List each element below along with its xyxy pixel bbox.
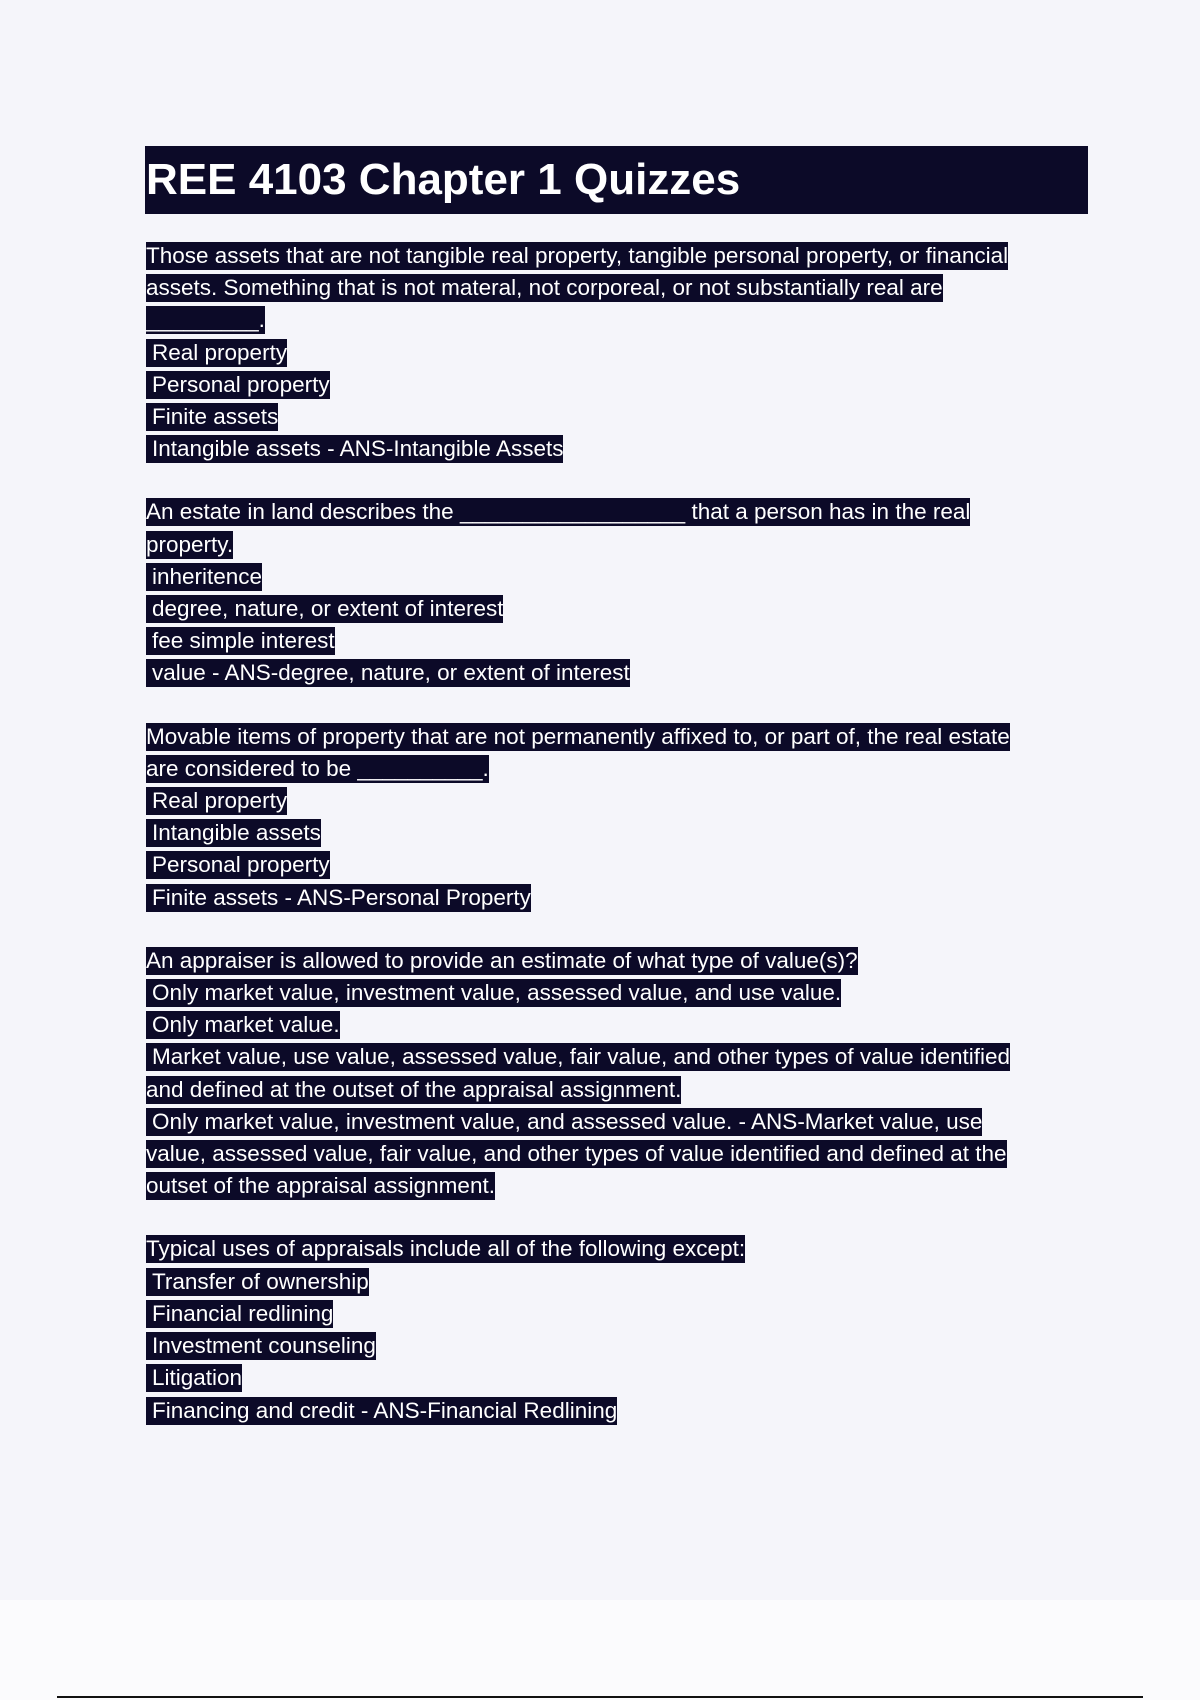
question-prompt-line: assets. Something that is not materal, not corporeal, or not substantially real are bbox=[146, 275, 943, 301]
answer-option: degree, nature, or extent of interest bbox=[146, 593, 1076, 625]
answer-option: Intangible assets bbox=[146, 817, 1076, 849]
answer-option: Real property bbox=[146, 785, 1076, 817]
question-prompt-line: An estate in land describes the __________________ that a person has in the real bbox=[146, 499, 971, 525]
answer-option-with-key: Only market value, investment value, and assessed value. - ANS-Market value, use bbox=[146, 1106, 1076, 1138]
answer-option: Personal property bbox=[146, 369, 1076, 401]
answer-option-with-key: value - ANS-degree, nature, or extent of interest bbox=[146, 657, 1076, 689]
question-prompt-line: An appraiser is allowed to provide an estimate of what type of value(s)? bbox=[146, 947, 858, 973]
question-prompt-line: _________. bbox=[146, 307, 265, 333]
answer-option: Market value, use value, assessed value, fair value, and other types of value identified bbox=[146, 1041, 1076, 1073]
answer-option: Finite assets bbox=[146, 401, 1076, 433]
question-prompt-line: Movable items of property that are not permanently affixed to, or part of, the real estate bbox=[146, 723, 1010, 749]
question-3 bbox=[146, 721, 1076, 914]
question-prompt-line: are considered to be __________. bbox=[146, 755, 489, 781]
question-prompt-line: property. bbox=[146, 531, 234, 557]
question-prompt-line: Typical uses of appraisals include all of the following except: bbox=[146, 1236, 746, 1262]
answer-option: fee simple interest bbox=[146, 625, 1076, 657]
page-footer-area bbox=[0, 1600, 1200, 1700]
answer-option-with-key: Financing and credit - ANS-Financial Redlining bbox=[146, 1395, 1076, 1427]
answer-option: inheritence bbox=[146, 561, 1076, 593]
answer-option-with-key: Finite assets - ANS-Personal Property bbox=[146, 882, 1076, 914]
answer-key-continuation: value, assessed value, fair value, and other types of value identified and defined at the bbox=[146, 1141, 1007, 1167]
answer-key-continuation: outset of the appraisal assignment. bbox=[146, 1173, 495, 1199]
answer-option: Real property bbox=[146, 337, 1076, 369]
footer-rule bbox=[57, 1696, 1143, 1698]
answer-option: Financial redlining bbox=[146, 1298, 1076, 1330]
page-title: REE 4103 Chapter 1 Quizzes bbox=[146, 155, 741, 204]
question-5 bbox=[146, 1233, 1076, 1426]
answer-option-with-key: Intangible assets - ANS-Intangible Assets bbox=[146, 433, 1076, 465]
quiz-content bbox=[146, 240, 1076, 1458]
answer-option-continuation: and defined at the outset of the appraisal assignment. bbox=[146, 1076, 682, 1102]
question-1 bbox=[146, 240, 1076, 465]
answer-option: Only market value, investment value, assessed value, and use value. bbox=[146, 977, 1076, 1009]
answer-option: Only market value. bbox=[146, 1009, 1076, 1041]
answer-option: Personal property bbox=[146, 849, 1076, 881]
question-prompt-line: Those assets that are not tangible real property, tangible personal property, or financial bbox=[146, 243, 1009, 268]
answer-option: Litigation bbox=[146, 1362, 1076, 1394]
answer-option: Transfer of ownership bbox=[146, 1266, 1076, 1298]
question-2 bbox=[146, 496, 1076, 689]
question-4 bbox=[146, 945, 1076, 1203]
answer-option: Investment counseling bbox=[146, 1330, 1076, 1362]
